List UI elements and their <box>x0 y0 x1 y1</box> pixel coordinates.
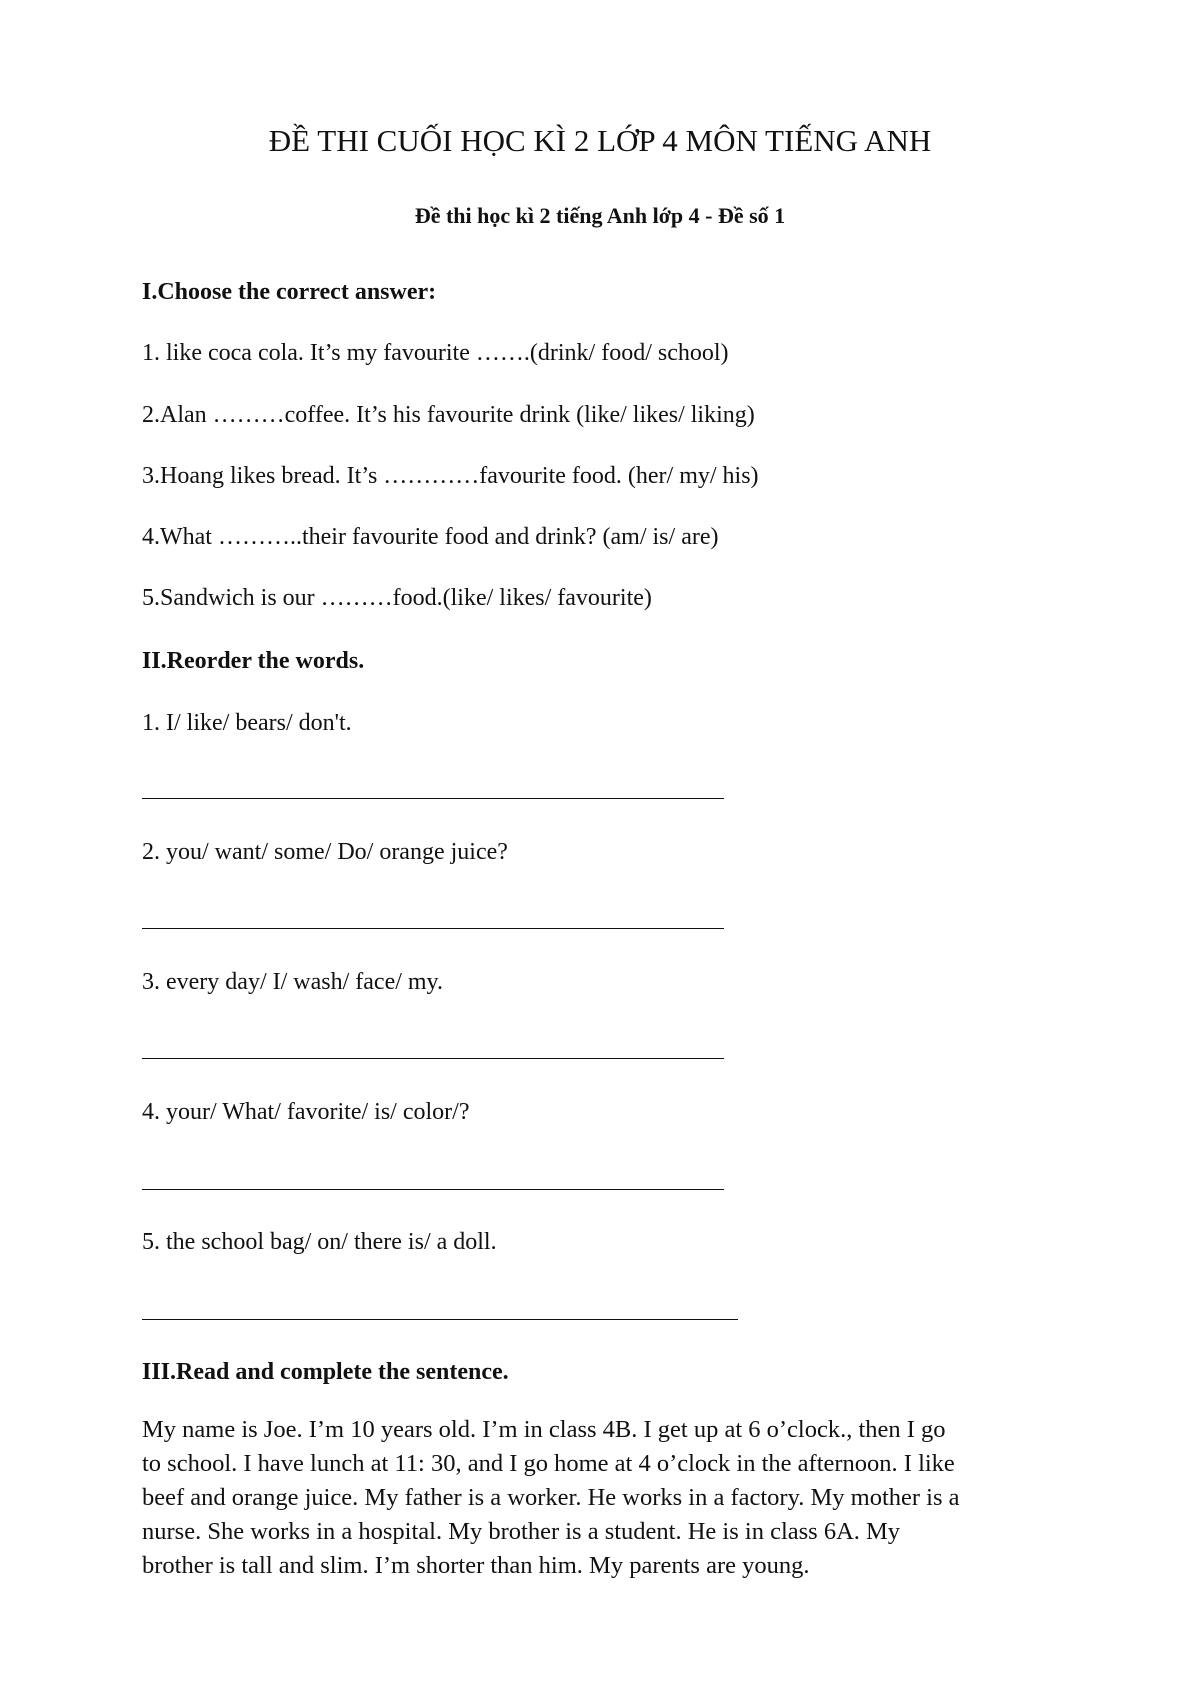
answer-line-3 <box>142 1058 724 1059</box>
passage-line-4: nurse. She works in a hospital. My brother is a student. He is in class 6A. My <box>142 1518 901 1545</box>
question-2-4: 4. your/ What/ favorite/ is/ color/? <box>142 1099 470 1125</box>
passage-line-2: to school. I have lunch at 11: 30, and I go home at 4 o’clock in the afternoon. I like <box>142 1450 955 1477</box>
question-1-2: 2.Alan ………coffee. It’s his favourite drink (like/ likes/ liking) <box>142 402 755 428</box>
exam-title: ĐỀ THI CUỐI HỌC KÌ 2 LỚP 4 MÔN TIẾNG ANH <box>268 123 932 158</box>
answer-line-5 <box>142 1319 738 1320</box>
exam-subtitle: Đề thi học kì 2 tiếng Anh lớp 4 - Đề số 1 <box>414 203 786 228</box>
passage-line-1: My name is Joe. I’m 10 years old. I’m in class 4B. I get up at 6 o’clock., then I go <box>142 1416 946 1443</box>
reading-passage <box>142 1413 1102 1583</box>
section-1-heading: I.Choose the correct answer: <box>142 279 437 305</box>
question-1-1: 1. like coca cola. It’s my favourite …….(drink/ food/ school) <box>142 340 729 366</box>
passage-line-5: brother is tall and slim. I’m shorter than him. My parents are young. <box>142 1552 810 1579</box>
answer-line-1 <box>142 798 724 799</box>
question-1-3: 3.Hoang likes bread. It’s …………favourite food. (her/ my/ his) <box>142 463 759 489</box>
answer-line-2 <box>142 928 724 929</box>
answer-line-4 <box>142 1189 724 1190</box>
passage-line-3: beef and orange juice. My father is a worker. He works in a factory. My mother is a <box>142 1484 960 1511</box>
question-1-5: 5.Sandwich is our ………food.(like/ likes/ favourite) <box>142 585 652 611</box>
section-2-heading: II.Reorder the words. <box>142 648 365 674</box>
section-3-heading: III.Read and complete the sentence. <box>142 1359 509 1385</box>
question-2-5: 5. the school bag/ on/ there is/ a doll. <box>142 1229 497 1255</box>
question-2-1: 1. I/ like/ bears/ don't. <box>142 710 352 736</box>
question-2-3: 3. every day/ I/ wash/ face/ my. <box>142 969 443 995</box>
question-1-4: 4.What ………..their favourite food and drink? (am/ is/ are) <box>142 524 719 550</box>
question-2-2: 2. you/ want/ some/ Do/ orange juice? <box>142 839 508 865</box>
